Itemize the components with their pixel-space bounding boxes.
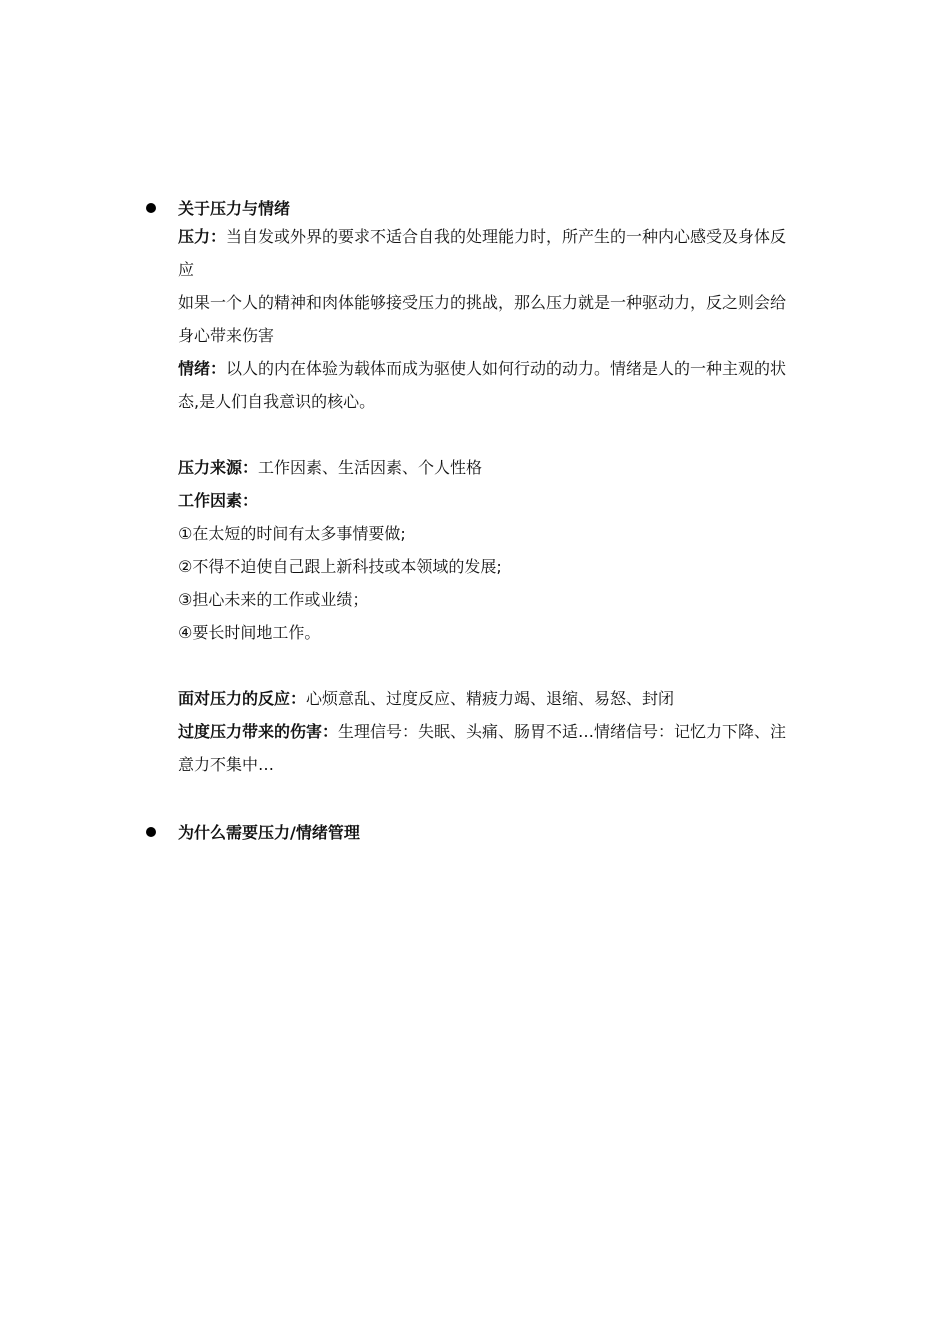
section-body-stress-emotion	[178, 220, 810, 781]
pressure-sources-label: 压力来源：	[178, 458, 259, 477]
work-factor-item: ②不得不迫使自己跟上新科技或本领域的发展;	[178, 557, 502, 576]
stress-harm-line1	[178, 715, 810, 748]
paragraph-spacer	[178, 649, 810, 682]
emotion-definition-text: 以人的内在体验为载体而成为驱使人如何行动的动力。情绪是人的一种主观的状	[226, 359, 787, 378]
work-factor-item: ③担心未来的工作或业绩；	[178, 590, 369, 609]
pressure-effect-line1: 如果一个人的精神和肉体能够接受压力的挑战，那么压力就是一种驱动力，反之则会给	[178, 293, 787, 312]
stress-harm-line2: 意力不集中…	[178, 755, 275, 774]
pressure-label: 压力：	[178, 227, 227, 246]
pressure-definition-line1	[178, 220, 810, 253]
work-factors-label: 工作因素：	[178, 491, 259, 510]
section-heading-why-manage: 为什么需要压力/情绪管理	[178, 823, 360, 842]
pressure-effect-line2: 身心带来伤害	[178, 326, 275, 345]
stress-reaction-label: 面对压力的反应：	[178, 689, 307, 708]
pressure-definition-text: 当自发或外界的要求不适合自我的处理能力时，所产生的一种内心感受及身体反	[226, 227, 787, 246]
bullet-icon	[146, 827, 156, 837]
stress-reaction-text: 心烦意乱、过度反应、精疲力竭、退缩、易怒、封闭	[306, 689, 675, 708]
pressure-definition-line2: 应	[178, 260, 195, 279]
emotion-definition-line1	[178, 352, 810, 385]
work-factor-item: ④要长时间地工作。	[178, 623, 321, 642]
section-heading-stress-emotion: 关于压力与情绪	[178, 199, 291, 218]
emotion-definition-line2: 态,是人们自我意识的核心。	[178, 392, 376, 411]
stress-harm-text: 生理信号：失眠、头痛、肠胃不适…情绪信号：记忆力下降、注	[338, 722, 787, 741]
pressure-sources-line	[178, 451, 810, 484]
bullet-icon	[146, 203, 156, 213]
paragraph-spacer	[178, 418, 810, 451]
stress-reaction-line	[178, 682, 810, 715]
stress-harm-label: 过度压力带来的伤害：	[178, 722, 339, 741]
work-factor-item: ①在太短的时间有太多事情要做;	[178, 524, 406, 543]
pressure-sources-text: 工作因素、生活因素、个人性格	[258, 458, 483, 477]
emotion-label: 情绪：	[178, 359, 227, 378]
